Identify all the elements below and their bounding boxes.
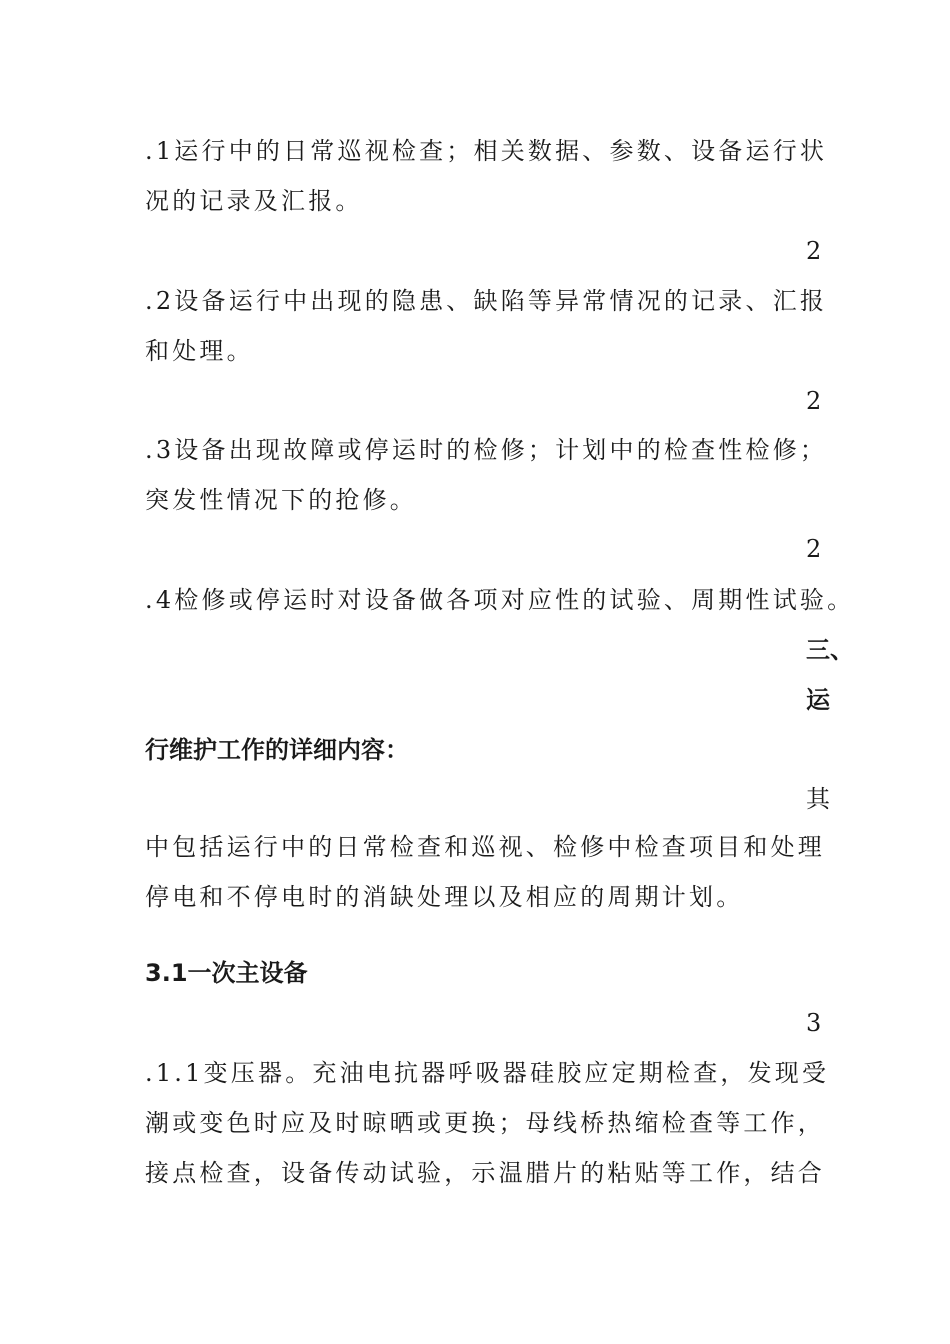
section-number-fragment: 2 <box>806 535 822 563</box>
paragraph-line: 停电和不停电时的消缺处理以及相应的周期计划。 <box>145 883 744 911</box>
section-number-fragment: 3 <box>806 1009 822 1037</box>
heading-fragment: 运 <box>806 686 830 714</box>
section-number-fragment: 2 <box>806 237 822 265</box>
paragraph-line: .3设备出现故障或停运时的检修；计划中的检查性检修； <box>145 436 828 464</box>
paragraph-line: 接点检查，设备传动试验，示温腊片的粘贴等工作，结合 <box>145 1159 825 1187</box>
paragraph-line: 和处理。 <box>145 337 254 365</box>
paragraph-line: .2设备运行中出现的隐患、缺陷等异常情况的记录、汇报 <box>145 287 828 315</box>
paragraph-line: 中包括运行中的日常检查和巡视、检修中检查项目和处理 <box>145 833 825 861</box>
paragraph-line: .1运行中的日常巡视检查；相关数据、参数、设备运行状 <box>145 137 828 165</box>
paragraph-fragment: 其 <box>806 785 830 813</box>
paragraph-line: 突发性情况下的抢修。 <box>145 486 417 514</box>
subsection-heading: 3.1一次主设备 <box>145 959 308 987</box>
paragraph-line: 潮或变色时应及时晾晒或更换；母线桥热缩检查等工作， <box>145 1109 825 1137</box>
section-heading: 行维护工作的详细内容： <box>145 736 409 764</box>
paragraph-line: .4检修或停运时对设备做各项对应性的试验、周期性试验。 <box>145 586 855 614</box>
paragraph-line: .1.1变压器。充油电抗器呼吸器硅胶应定期检查，发现受 <box>145 1059 830 1087</box>
paragraph-line: 况的记录及汇报。 <box>145 187 363 215</box>
section-number-fragment: 2 <box>806 387 822 415</box>
heading-fragment: 三、 <box>806 636 854 664</box>
